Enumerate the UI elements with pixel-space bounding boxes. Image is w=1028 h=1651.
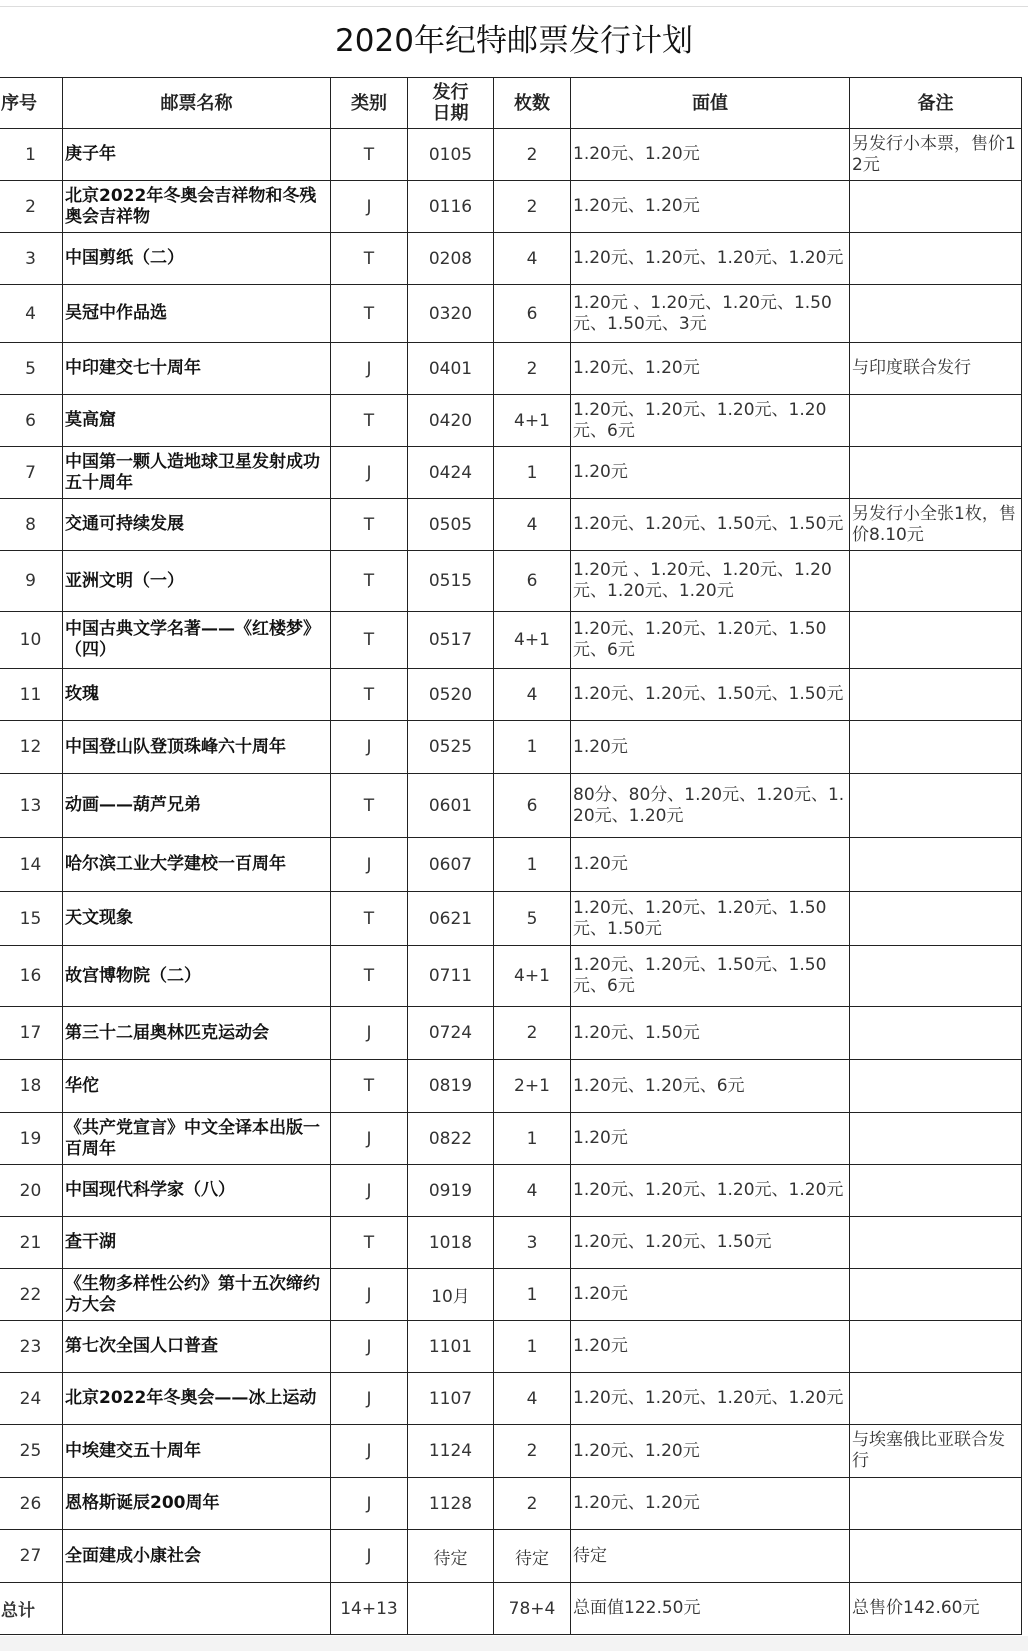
seq-cell: 11 (0, 669, 63, 721)
table-row (0, 285, 1022, 343)
note-cell (850, 1478, 1022, 1530)
table-row (0, 721, 1022, 774)
seq-cell: 20 (0, 1165, 63, 1217)
type-cell: T (331, 892, 408, 946)
note-cell (850, 838, 1022, 892)
table-row (0, 892, 1022, 946)
value-cell: 1.20元 (571, 721, 850, 774)
count-cell: 2 (494, 129, 571, 181)
note-cell (850, 1321, 1022, 1373)
value-cell: 1.20元、1.20元、1.20元、1.50元、1.50元 (571, 892, 850, 946)
value-cell: 1.20元、1.20元 (571, 181, 850, 233)
name-cell: 北京2022年冬奥会吉祥物和冬残奥会吉祥物 (63, 181, 331, 233)
header-note: 备注 (850, 78, 1022, 129)
value-cell: 1.20元、1.20元 (571, 1478, 850, 1530)
name-cell: 吴冠中作品选 (63, 285, 331, 343)
seq-cell: 13 (0, 774, 63, 838)
date-cell: 0724 (408, 1007, 494, 1060)
table-row (0, 499, 1022, 551)
table-row (0, 395, 1022, 447)
value-cell: 1.20元 (571, 1113, 850, 1165)
count-cell: 待定 (494, 1530, 571, 1583)
type-cell: T (331, 669, 408, 721)
type-cell: J (331, 1478, 408, 1530)
header-date-text: 发行日期 (432, 82, 469, 124)
count-cell: 2+1 (494, 1060, 571, 1113)
table-row (0, 669, 1022, 721)
count-cell: 4 (494, 1165, 571, 1217)
value-cell: 1.20元、1.20元、1.20元、1.20元 (571, 1373, 850, 1425)
value-cell: 1.20元、1.20元、1.20元、1.20元 (571, 1165, 850, 1217)
count-cell: 4+1 (494, 946, 571, 1007)
note-cell (850, 1373, 1022, 1425)
note-cell: 与埃塞俄比亚联合发行 (850, 1425, 1022, 1478)
seq-cell: 总计 (0, 1583, 63, 1635)
table-row (0, 838, 1022, 892)
seq-cell: 23 (0, 1321, 63, 1373)
date-cell: 1128 (408, 1478, 494, 1530)
value-cell: 1.20元、1.20元、1.50元、1.50元、6元 (571, 946, 850, 1007)
name-cell: 故宫博物院（二） (63, 946, 331, 1007)
type-cell: T (331, 233, 408, 285)
seq-cell: 21 (0, 1217, 63, 1269)
note-cell (850, 551, 1022, 612)
note-cell (850, 1530, 1022, 1583)
note-cell (850, 285, 1022, 343)
seq-cell: 18 (0, 1060, 63, 1113)
table-row (0, 946, 1022, 1007)
value-cell: 1.20元、1.20元、1.20元、1.20元 (571, 233, 850, 285)
count-cell: 1 (494, 447, 571, 499)
seq-cell: 19 (0, 1113, 63, 1165)
count-cell: 3 (494, 1217, 571, 1269)
date-cell: 0520 (408, 669, 494, 721)
seq-cell: 1 (0, 129, 63, 181)
count-cell: 1 (494, 838, 571, 892)
count-cell: 6 (494, 285, 571, 343)
page-title: 2020年纪特邮票发行计划 (335, 23, 693, 59)
date-cell: 0420 (408, 395, 494, 447)
date-cell: 0621 (408, 892, 494, 946)
name-cell: 中国登山队登顶珠峰六十周年 (63, 721, 331, 774)
header-type: 类别 (331, 78, 408, 129)
seq-cell: 10 (0, 612, 63, 669)
type-cell: J (331, 1113, 408, 1165)
value-cell: 1.20元、1.20元、1.50元、1.50元 (571, 669, 850, 721)
type-cell: T (331, 395, 408, 447)
date-cell: 10月 (408, 1269, 494, 1321)
date-cell: 0116 (408, 181, 494, 233)
table-row (0, 1269, 1022, 1321)
date-cell: 0525 (408, 721, 494, 774)
count-cell: 2 (494, 343, 571, 395)
table-row (0, 129, 1022, 181)
date-cell: 0401 (408, 343, 494, 395)
date-cell: 1018 (408, 1217, 494, 1269)
value-cell: 1.20元 (571, 1321, 850, 1373)
type-cell: J (331, 1530, 408, 1583)
note-cell: 另发行小全张1枚，售价8.10元 (850, 499, 1022, 551)
header-row (0, 78, 1022, 129)
count-cell: 4+1 (494, 612, 571, 669)
value-cell: 1.20元、1.20元、1.20元、1.50元、6元 (571, 612, 850, 669)
name-cell: 莫高窟 (63, 395, 331, 447)
seq-cell: 27 (0, 1530, 63, 1583)
name-cell: 玫瑰 (63, 669, 331, 721)
note-cell (850, 669, 1022, 721)
seq-cell: 24 (0, 1373, 63, 1425)
date-cell: 0607 (408, 838, 494, 892)
note-cell (850, 233, 1022, 285)
seq-cell: 16 (0, 946, 63, 1007)
count-cell: 4 (494, 669, 571, 721)
type-cell: J (331, 1321, 408, 1373)
note-cell: 与印度联合发行 (850, 343, 1022, 395)
type-cell: J (331, 447, 408, 499)
seq-cell: 12 (0, 721, 63, 774)
table-row (0, 612, 1022, 669)
table-row (0, 774, 1022, 838)
type-cell: J (331, 1165, 408, 1217)
date-cell: 0919 (408, 1165, 494, 1217)
count-cell: 2 (494, 1007, 571, 1060)
date-cell: 0711 (408, 946, 494, 1007)
table-row (0, 447, 1022, 499)
table-row (0, 1217, 1022, 1269)
table-row (0, 343, 1022, 395)
header-name: 邮票名称 (63, 78, 331, 129)
total-row (0, 1583, 1022, 1635)
value-cell: 1.20元、1.20元、1.50元、1.50元 (571, 499, 850, 551)
value-cell: 1.20元 、1.20元、1.20元、1.20元、1.20元、1.20元 (571, 551, 850, 612)
note-cell (850, 447, 1022, 499)
table-row (0, 1373, 1022, 1425)
date-cell: 待定 (408, 1530, 494, 1583)
count-cell: 78+4 (494, 1583, 571, 1635)
count-cell: 5 (494, 892, 571, 946)
name-cell: 华佗 (63, 1060, 331, 1113)
type-cell: T (331, 499, 408, 551)
name-cell: 天文现象 (63, 892, 331, 946)
type-cell: J (331, 1425, 408, 1478)
header-date (408, 78, 494, 129)
value-cell: 1.20元 (571, 447, 850, 499)
date-cell: 1107 (408, 1373, 494, 1425)
count-cell: 1 (494, 1113, 571, 1165)
date-cell: 0819 (408, 1060, 494, 1113)
count-cell: 1 (494, 721, 571, 774)
header-value: 面值 (571, 78, 850, 129)
value-cell: 1.20元、1.20元、1.20元、1.20元、6元 (571, 395, 850, 447)
date-cell: 0320 (408, 285, 494, 343)
seq-cell: 4 (0, 285, 63, 343)
date-cell: 1124 (408, 1425, 494, 1478)
count-cell: 6 (494, 551, 571, 612)
note-cell (850, 1217, 1022, 1269)
type-cell: J (331, 181, 408, 233)
note-cell (850, 612, 1022, 669)
note-cell (850, 1113, 1022, 1165)
date-cell: 0515 (408, 551, 494, 612)
count-cell: 1 (494, 1269, 571, 1321)
value-cell: 1.20元、1.20元 (571, 1425, 850, 1478)
table-row (0, 1060, 1022, 1113)
bottom-grid (0, 1636, 1028, 1651)
type-cell: J (331, 721, 408, 774)
name-cell: 《生物多样性公约》第十五次缔约方大会 (63, 1269, 331, 1321)
date-cell: 0208 (408, 233, 494, 285)
type-cell: T (331, 774, 408, 838)
header-count: 枚数 (494, 78, 571, 129)
table-row (0, 233, 1022, 285)
type-cell: J (331, 1373, 408, 1425)
seq-cell: 2 (0, 181, 63, 233)
seq-cell: 5 (0, 343, 63, 395)
date-cell: 0505 (408, 499, 494, 551)
table-row (0, 1321, 1022, 1373)
note-cell: 另发行小本票，售价12元 (850, 129, 1022, 181)
type-cell: 14+13 (331, 1583, 408, 1635)
count-cell: 2 (494, 181, 571, 233)
name-cell: 中印建交七十周年 (63, 343, 331, 395)
value-cell: 待定 (571, 1530, 850, 1583)
date-cell: 0601 (408, 774, 494, 838)
type-cell: T (331, 612, 408, 669)
value-cell: 1.20元、1.50元 (571, 1007, 850, 1060)
note-cell (850, 1007, 1022, 1060)
seq-cell: 26 (0, 1478, 63, 1530)
count-cell: 2 (494, 1425, 571, 1478)
type-cell: J (331, 1269, 408, 1321)
type-cell: T (331, 1217, 408, 1269)
count-cell: 4 (494, 1373, 571, 1425)
seq-cell: 3 (0, 233, 63, 285)
type-cell: T (331, 946, 408, 1007)
date-cell (408, 1583, 494, 1635)
name-cell: 动画——葫芦兄弟 (63, 774, 331, 838)
table-row (0, 1113, 1022, 1165)
note-cell (850, 1269, 1022, 1321)
date-cell: 0105 (408, 129, 494, 181)
name-cell: 恩格斯诞辰200周年 (63, 1478, 331, 1530)
type-cell: J (331, 1007, 408, 1060)
value-cell: 1.20元 、1.20元、1.20元、1.50元、1.50元、3元 (571, 285, 850, 343)
table-row (0, 551, 1022, 612)
name-cell: 中国第一颗人造地球卫星发射成功五十周年 (63, 447, 331, 499)
note-cell (850, 181, 1022, 233)
note-cell (850, 721, 1022, 774)
type-cell: T (331, 1060, 408, 1113)
count-cell: 4+1 (494, 395, 571, 447)
seq-cell: 25 (0, 1425, 63, 1478)
date-cell: 1101 (408, 1321, 494, 1373)
table-row (0, 1425, 1022, 1478)
name-cell: 中埃建交五十周年 (63, 1425, 331, 1478)
value-cell: 1.20元 (571, 1269, 850, 1321)
name-cell: 中国现代科学家（八） (63, 1165, 331, 1217)
type-cell: T (331, 285, 408, 343)
name-cell: 第三十二届奥林匹克运动会 (63, 1007, 331, 1060)
value-cell: 1.20元、1.20元 (571, 129, 850, 181)
value-cell: 总面值122.50元 (571, 1583, 850, 1635)
stamp-table (0, 77, 1022, 1635)
date-cell: 0822 (408, 1113, 494, 1165)
count-cell: 4 (494, 499, 571, 551)
name-cell: 中国古典文学名著——《红楼梦》（四） (63, 612, 331, 669)
table-row (0, 1530, 1022, 1583)
type-cell: J (331, 838, 408, 892)
type-cell: T (331, 129, 408, 181)
name-cell: 哈尔滨工业大学建校一百周年 (63, 838, 331, 892)
seq-cell: 17 (0, 1007, 63, 1060)
count-cell: 2 (494, 1478, 571, 1530)
seq-cell: 7 (0, 447, 63, 499)
note-cell (850, 1165, 1022, 1217)
note-cell (850, 892, 1022, 946)
seq-cell: 22 (0, 1269, 63, 1321)
count-cell: 4 (494, 233, 571, 285)
seq-cell: 9 (0, 551, 63, 612)
note-cell: 总售价142.60元 (850, 1583, 1022, 1635)
note-cell (850, 946, 1022, 1007)
seq-cell: 8 (0, 499, 63, 551)
type-cell: J (331, 343, 408, 395)
note-cell (850, 774, 1022, 838)
value-cell: 1.20元 (571, 838, 850, 892)
value-cell: 1.20元、1.20元、6元 (571, 1060, 850, 1113)
seq-cell: 14 (0, 838, 63, 892)
table-row (0, 181, 1022, 233)
table-row (0, 1478, 1022, 1530)
header-seq: 序号 (0, 78, 63, 129)
name-cell: 中国剪纸（二） (63, 233, 331, 285)
value-cell: 1.20元、1.20元 (571, 343, 850, 395)
type-cell: T (331, 551, 408, 612)
count-cell: 6 (494, 774, 571, 838)
date-cell: 0424 (408, 447, 494, 499)
count-cell: 1 (494, 1321, 571, 1373)
note-cell (850, 1060, 1022, 1113)
name-cell: 全面建成小康社会 (63, 1530, 331, 1583)
date-cell: 0517 (408, 612, 494, 669)
name-cell (63, 1583, 331, 1635)
name-cell: 查干湖 (63, 1217, 331, 1269)
seq-cell: 6 (0, 395, 63, 447)
value-cell: 80分、80分、1.20元、1.20元、1.20元、1.20元 (571, 774, 850, 838)
name-cell: 北京2022年冬奥会——冰上运动 (63, 1373, 331, 1425)
table-row (0, 1007, 1022, 1060)
note-cell (850, 395, 1022, 447)
name-cell: 庚子年 (63, 129, 331, 181)
seq-cell: 15 (0, 892, 63, 946)
name-cell: 交通可持续发展 (63, 499, 331, 551)
name-cell: 《共产党宣言》中文全译本出版一百周年 (63, 1113, 331, 1165)
table-row (0, 1165, 1022, 1217)
name-cell: 第七次全国人口普查 (63, 1321, 331, 1373)
name-cell: 亚洲文明（一） (63, 551, 331, 612)
value-cell: 1.20元、1.20元、1.50元 (571, 1217, 850, 1269)
